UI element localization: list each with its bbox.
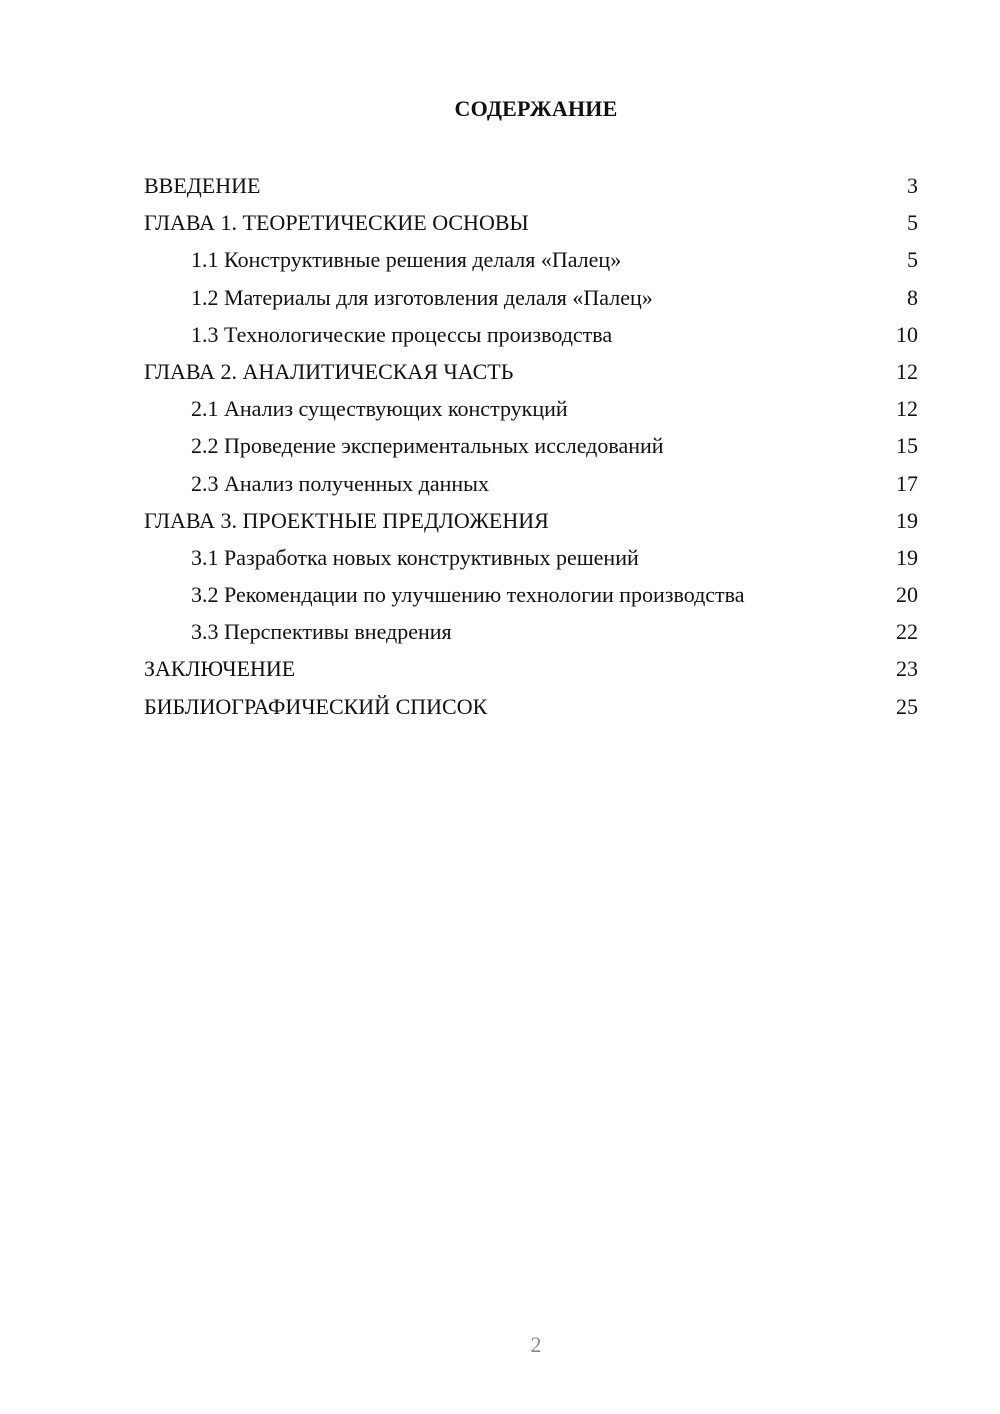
toc-entry-section bbox=[0, 427, 1000, 464]
toc-entry-section bbox=[0, 539, 1000, 576]
toc-entry-label: 3.3 Перспективы внедрения bbox=[191, 619, 452, 645]
toc-entry-page-number: 19 bbox=[896, 507, 918, 533]
toc-entry-chapter bbox=[0, 502, 1000, 539]
toc-entry-page-number: 5 bbox=[907, 247, 918, 273]
toc-entry-label: 2.1 Анализ существующих конструкций bbox=[191, 396, 568, 422]
toc-entry-section bbox=[0, 465, 1000, 502]
toc-entry-label: ГЛАВА 3. ПРОЕКТНЫЕ ПРЕДЛОЖЕНИЯ bbox=[144, 507, 549, 533]
page-number: 2 bbox=[530, 1332, 542, 1357]
toc-title: СОДЕРЖАНИЕ bbox=[454, 96, 618, 121]
toc-entry-label: 2.3 Анализ полученных данных bbox=[191, 470, 489, 496]
toc-entry-label: 3.2 Рекомендации по улучшению технологии производства bbox=[191, 582, 745, 608]
toc-entry-section bbox=[0, 316, 1000, 353]
toc-entry-chapter bbox=[0, 353, 1000, 390]
toc-entry-chapter bbox=[0, 167, 1000, 204]
toc-entry-section bbox=[0, 576, 1000, 613]
toc-entry-chapter bbox=[0, 688, 1000, 725]
toc-entry-label: ГЛАВА 2. АНАЛИТИЧЕСКАЯ ЧАСТЬ bbox=[144, 358, 514, 384]
toc-entry-chapter bbox=[0, 204, 1000, 241]
toc-entry-page-number: 8 bbox=[907, 284, 918, 310]
toc-entry-page-number: 23 bbox=[896, 656, 918, 682]
toc-entry-label: 3.1 Разработка новых конструктивных решений bbox=[191, 544, 639, 570]
toc-entry-page-number: 19 bbox=[896, 544, 918, 570]
toc-entry-page-number: 10 bbox=[896, 321, 918, 347]
toc-entry-label: ГЛАВА 1. ТЕОРЕТИЧЕСКИЕ ОСНОВЫ bbox=[144, 210, 529, 236]
toc-entry-section bbox=[0, 390, 1000, 427]
toc-entry-page-number: 22 bbox=[896, 619, 918, 645]
toc-entry-label: БИБЛИОГРАФИЧЕСКИЙ СПИСОК bbox=[144, 693, 488, 719]
toc-entry-section bbox=[0, 613, 1000, 650]
toc-entry-label: 1.1 Конструктивные решения делаля «Палец» bbox=[191, 247, 622, 273]
toc-entry-page-number: 25 bbox=[896, 693, 918, 719]
toc-entry-page-number: 20 bbox=[896, 582, 918, 608]
toc-entry-label: ВВЕДЕНИЕ bbox=[144, 173, 261, 198]
toc-entry-label: 2.2 Проведение экспериментальных исследований bbox=[191, 433, 664, 459]
toc-entry-page-number: 12 bbox=[896, 396, 918, 422]
toc-entry-page-number: 5 bbox=[907, 210, 918, 236]
toc-entry-label: 1.2 Материалы для изготовления делаля «Палец» bbox=[191, 284, 653, 310]
toc-entry-section bbox=[0, 241, 1000, 278]
toc-entry-page-number: 12 bbox=[896, 358, 918, 384]
toc-entry-label: ЗАКЛЮЧЕНИЕ bbox=[144, 656, 296, 682]
toc-entry-chapter bbox=[0, 650, 1000, 687]
toc-entry-page-number: 17 bbox=[896, 470, 918, 496]
toc-entry-page-number: 3 bbox=[907, 173, 918, 198]
toc-entry-label: 1.3 Технологические процессы производства bbox=[191, 321, 613, 347]
toc-entry-page-number: 15 bbox=[896, 433, 918, 459]
table-of-contents bbox=[0, 167, 1000, 725]
toc-entry-section bbox=[0, 279, 1000, 316]
